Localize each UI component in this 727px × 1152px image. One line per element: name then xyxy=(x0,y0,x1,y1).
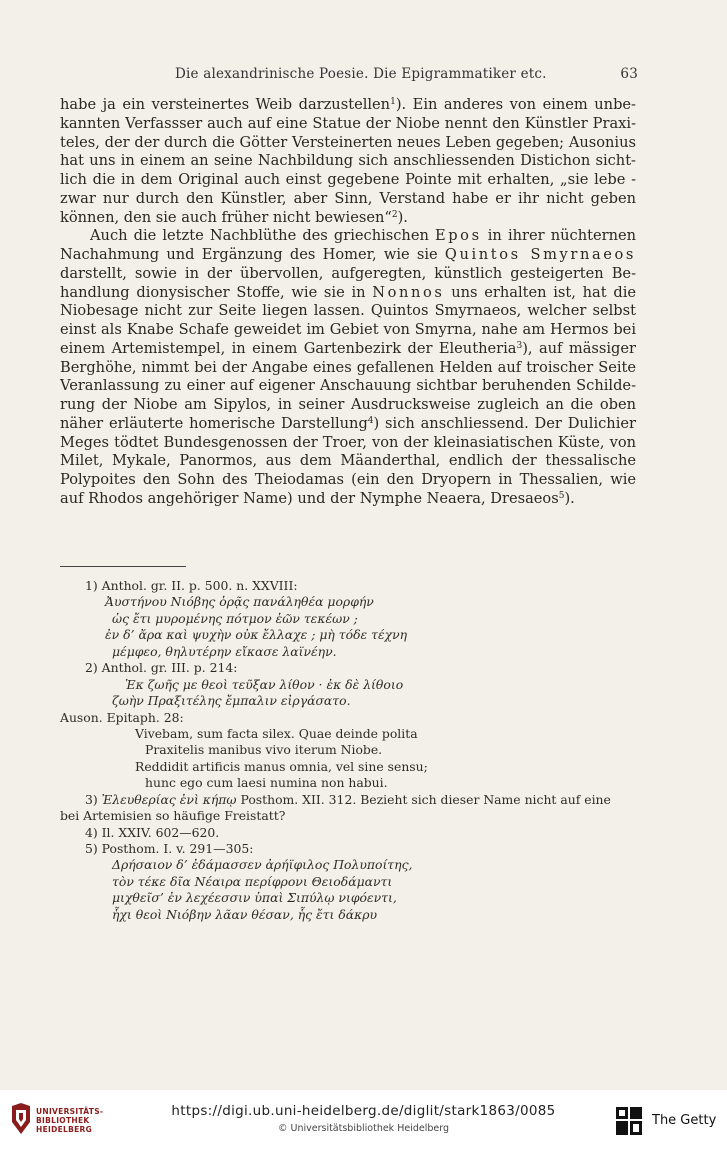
text-line: lich die in dem Original auch einst gegebene Pointe mit erhalten, „sie lebe - xyxy=(60,171,636,188)
footnote-4: 4) Il. XXIV. 602—620. xyxy=(85,824,220,840)
text-line: Polypoites den Sohn des Theiodamas (ein den Dryopern in Thessalien, wie xyxy=(60,471,636,488)
greek-verse: Δρήσαιον δ’ ἐδάμασσεν ἀρήϊφιλος Πολυποίτης, xyxy=(112,857,413,873)
greek-verse: μέμφεο, θηλυτέρην εἴκασε λαϊνέην. xyxy=(112,643,337,659)
footnote-3: 3) Ἐλευθερίας ἐνὶ κήπῳ Posthom. XII. 312. Bezieht sich dieser Name nicht auf eine xyxy=(85,791,611,807)
footnote-ref[interactable]: 5 xyxy=(558,490,565,501)
text-line: Milet, Mykale, Panormos, aus dem Mäanderthal, endlich der thessalische xyxy=(60,452,636,470)
latin-verse: Praxitelis manibus vivo iterum Niobe. xyxy=(145,742,383,758)
library-name: UNIVERSITÄTS- BIBLIOTHEK HEIDELBERG xyxy=(36,1107,104,1134)
text-line: Veranlassung zu einer auf eigener Anschauung sichtbar beruhenden Schilde- xyxy=(60,377,636,395)
greek-verse: Ἐκ ζωῆς με θεοὶ τεῦξαν λίθον · ἐκ δὲ λίθοιο xyxy=(125,676,404,692)
page-number: 63 xyxy=(620,66,638,82)
footnote-ref[interactable]: 4 xyxy=(367,415,374,426)
footnotes xyxy=(60,578,640,923)
permalink-url[interactable]: https://digi.ub.uni-heidelberg.de/diglit/stark1863/0085 xyxy=(171,1103,556,1119)
text-line: einem Artemistempel, in einem Gartenbezirk der Eleutheria$^3$), auf mässiger xyxy=(60,339,636,357)
greek-verse: ἐν δ’ ἄρα καὶ ψυχὴν οὐκ ἔλλαχε ; μὴ τόδε τέχνη xyxy=(105,627,408,643)
greek-verse: ἧχι θεοὶ Νιόβην λᾶαν θέσαν, ἧς ἔτι δάκρυ xyxy=(112,906,378,922)
ausonius-citation: Auson. Epitaph. 28: xyxy=(60,709,184,725)
footnote-ref[interactable]: 2 xyxy=(391,209,398,220)
text-line: zwar nur durch den Künstler, aber Sinn, Verstand habe er ihr nicht geben xyxy=(60,189,636,207)
text-line: können, den sie auch früher nicht bewiesen“$^2$). xyxy=(60,208,408,226)
footnote-divider xyxy=(60,566,186,567)
running-title: Die alexandrinische Poesie. Die Epigrammatiker etc. xyxy=(175,66,547,82)
text-line: Berghöhe, nimmt bei der Angabe eines gefallenen Helden auf troischer Seite xyxy=(60,358,636,376)
getty-logo-icon[interactable] xyxy=(615,1106,643,1136)
text-line: auf Rhodos angehöriger Name) und der Nymphe Neaera, Dresaeos$^5$). xyxy=(60,489,575,507)
footnote-5: 5) Posthom. I. v. 291—305: xyxy=(85,841,254,856)
text-line: rung der Niobe am Sipylos, in seiner Ausdrucksweise zugleich an die oben xyxy=(60,396,636,413)
copyright-notice: © Universitätsbibliothek Heidelberg xyxy=(277,1123,449,1134)
footnote-ref[interactable]: 1 xyxy=(390,97,396,107)
latin-verse: Reddidit artificis manus omnia, vel sine sensu; xyxy=(135,758,428,774)
text-line: Auch die letzte Nachblüthe des griechischen Epos in ihrer nüchternen xyxy=(90,227,636,245)
greek-verse: ὡς ἔτι μυρομένης πότμον ἑῶν τεκέων ; xyxy=(112,610,358,626)
footnote-ref[interactable]: 3 xyxy=(516,340,523,351)
footnote-2: 2) Anthol. gr. III. p. 214: xyxy=(85,660,238,676)
text-line: habe ja ein versteinertes Weib darzustellen$^1$). Ein anderes von einem unbe- xyxy=(60,96,636,113)
text-line: handlung dionysischer Stoffe, wie sie in Nonnos uns erhalten ist, hat die xyxy=(60,283,636,301)
greek-verse: μιχθεῖσ’ ἐν λεχέεσσιν ὑπαὶ Σιπύλῳ νιφόεντι, xyxy=(112,890,397,906)
text-line: Niobesage nicht zur Seite liegen lassen. Quintos Smyrnaeos, welcher selbst xyxy=(60,302,636,320)
footnote-1: 1) Anthol. gr. II. p. 500. n. XXVIII: xyxy=(85,578,298,593)
getty-name[interactable]: The Getty xyxy=(652,1113,717,1128)
greek-verse: τὸν τέκε δῖα Νέαιρα περίφρονι Θειοδάμαντι xyxy=(112,873,393,889)
text-line: näher erläuterte homerische Darstellung$^4$) sich anschliessend. Der Dulichier xyxy=(60,414,636,432)
latin-verse: Vivebam, sum facta silex. Quae deinde polita xyxy=(135,725,418,741)
text-line: einst als Knabe Schafe geweidet im Gebiet von Smyrna, nahe am Hermos bei xyxy=(60,321,636,338)
viewer-footer xyxy=(0,1090,727,1152)
spaced-term: Quintos Smyrnaeos xyxy=(444,246,636,263)
text-line: kannten Verfassser auch auf eine Statue der Niobe nennt den Künstler Praxi- xyxy=(60,114,636,132)
text-line: hat uns in einem an seine Nachbildung sich anschliessenden Distichon sicht- xyxy=(60,152,636,170)
footnote-3-cont: bei Artemisien so häufige Freistatt? xyxy=(60,808,286,824)
greek-verse: Ἀυστήνου Νιόβης ὁρᾷς πανάληθέα μορφήν xyxy=(105,594,374,610)
main-text xyxy=(60,96,636,509)
latin-verse: hunc ego cum laesi numina non habui. xyxy=(145,775,388,791)
text-line: teles, der der durch die Götter Versteinerten neues Leben gegeben; Ausonius xyxy=(60,133,636,151)
spaced-term: Epos xyxy=(434,227,482,245)
text-line: Nachahmung und Ergänzung des Homer, wie sie Quintos Smyrnaeos xyxy=(60,246,636,263)
greek-verse: ζωὴν Πραξιτέλης ἔμπαλιν εἰργάσατο. xyxy=(112,693,351,709)
spaced-term: Nonnos xyxy=(372,283,445,301)
text-line: darstellt, sowie in der übervollen, aufgeregten, künstlich gesteigerten Be- xyxy=(60,264,636,282)
text-line: Meges tödtet Bundesgenossen der Troer, von der kleinasiatischen Küste, von xyxy=(60,433,636,451)
